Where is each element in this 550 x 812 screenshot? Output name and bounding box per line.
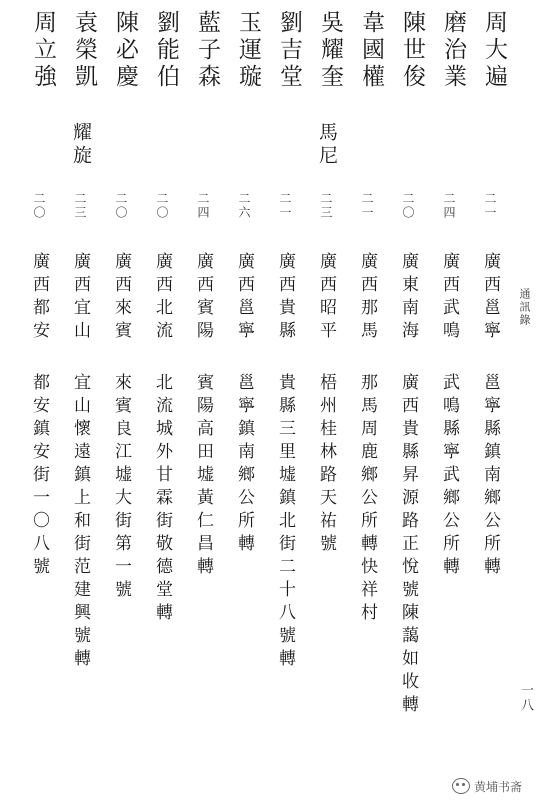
entry-age: 二一: [483, 192, 497, 220]
entry-address: 那馬周鹿鄉公所轉快祥村: [357, 373, 377, 626]
entry-name: 吳耀奎: [317, 10, 343, 91]
entry-native: 廣東南海: [398, 252, 418, 344]
entry-age: 二〇: [32, 192, 46, 220]
entry-address: 都安鎮安街一〇八號: [29, 373, 49, 580]
entry-address: 賓陽高田墟黃仁昌轉: [193, 373, 213, 580]
entry-name: 周大遍: [481, 10, 507, 91]
entry-address: 邕寧鎮南鄉公所轉: [234, 373, 254, 557]
entry-age: 二一: [278, 192, 292, 220]
entry-age: 二三: [73, 192, 87, 220]
wechat-icon: [452, 778, 470, 794]
entry-name: 玉運璇: [235, 10, 261, 91]
entry-address: 貴縣三里墟鎮北街二十八號轉: [275, 373, 295, 672]
entry-name: 周立強: [30, 10, 56, 91]
watermark: [452, 775, 548, 797]
entry-name: 韋國權: [358, 10, 384, 91]
watermark-text: 黄埔书斋: [474, 779, 523, 794]
entry-age: 二四: [196, 192, 210, 220]
entry-native: 廣西都安: [29, 252, 49, 344]
entry-native: 廣西來賓: [111, 252, 131, 344]
entry-name: 陳必慶: [112, 10, 138, 91]
entry-name: 劉吉堂: [276, 10, 302, 91]
entry-age: 二三: [319, 192, 333, 220]
entry-age: 二六: [237, 192, 251, 220]
entry-address: 武鳴縣寧武鄉公所轉: [439, 373, 459, 580]
entry-name: 陳世俊: [399, 10, 425, 91]
entry-address: 宜山懷遠鎮上和街范建興號轉: [70, 373, 90, 672]
entry-age: 二〇: [155, 192, 169, 220]
entry-age: 二一: [360, 192, 374, 220]
entry-native: 廣西賓陽: [193, 252, 213, 344]
page-header: 通訊錄: [518, 288, 531, 327]
entry-address: 來賓良江墟大街第一號: [111, 373, 131, 603]
entry-native: 廣西邕寧: [480, 252, 500, 344]
entry-age: 二四: [442, 192, 456, 220]
entry-native: 廣西北流: [152, 252, 172, 344]
entry-native: 廣西宜山: [70, 252, 90, 344]
entry-native: 廣西邕寧: [234, 252, 254, 344]
entry-age: 二〇: [114, 192, 128, 220]
entry-name: 劉能伯: [153, 10, 179, 91]
entry-native: 廣西昭平: [316, 252, 336, 344]
entry-age: 二〇: [401, 192, 415, 220]
entry-native: 廣西貴縣: [275, 252, 295, 344]
entry-alias: 耀旋: [70, 122, 92, 168]
entry-name: 磨治業: [440, 10, 466, 91]
entry-alias: 馬尼: [316, 122, 338, 168]
entry-address: 廣西貴縣昇源路正悅號陳藹如收轉: [398, 373, 418, 718]
entry-address: 邕寧縣鎮南鄉公所轉: [480, 373, 500, 580]
page-number: 一八: [518, 683, 533, 713]
entry-name: 藍子森: [194, 10, 220, 91]
entry-native: 廣西武鳴: [439, 252, 459, 344]
entry-native: 廣西那馬: [357, 252, 377, 344]
entry-address: 北流城外甘霖街敬德堂轉: [152, 373, 172, 626]
entry-name: 袁榮凱: [71, 10, 97, 91]
entry-address: 梧州桂林路天祐號: [316, 373, 336, 557]
